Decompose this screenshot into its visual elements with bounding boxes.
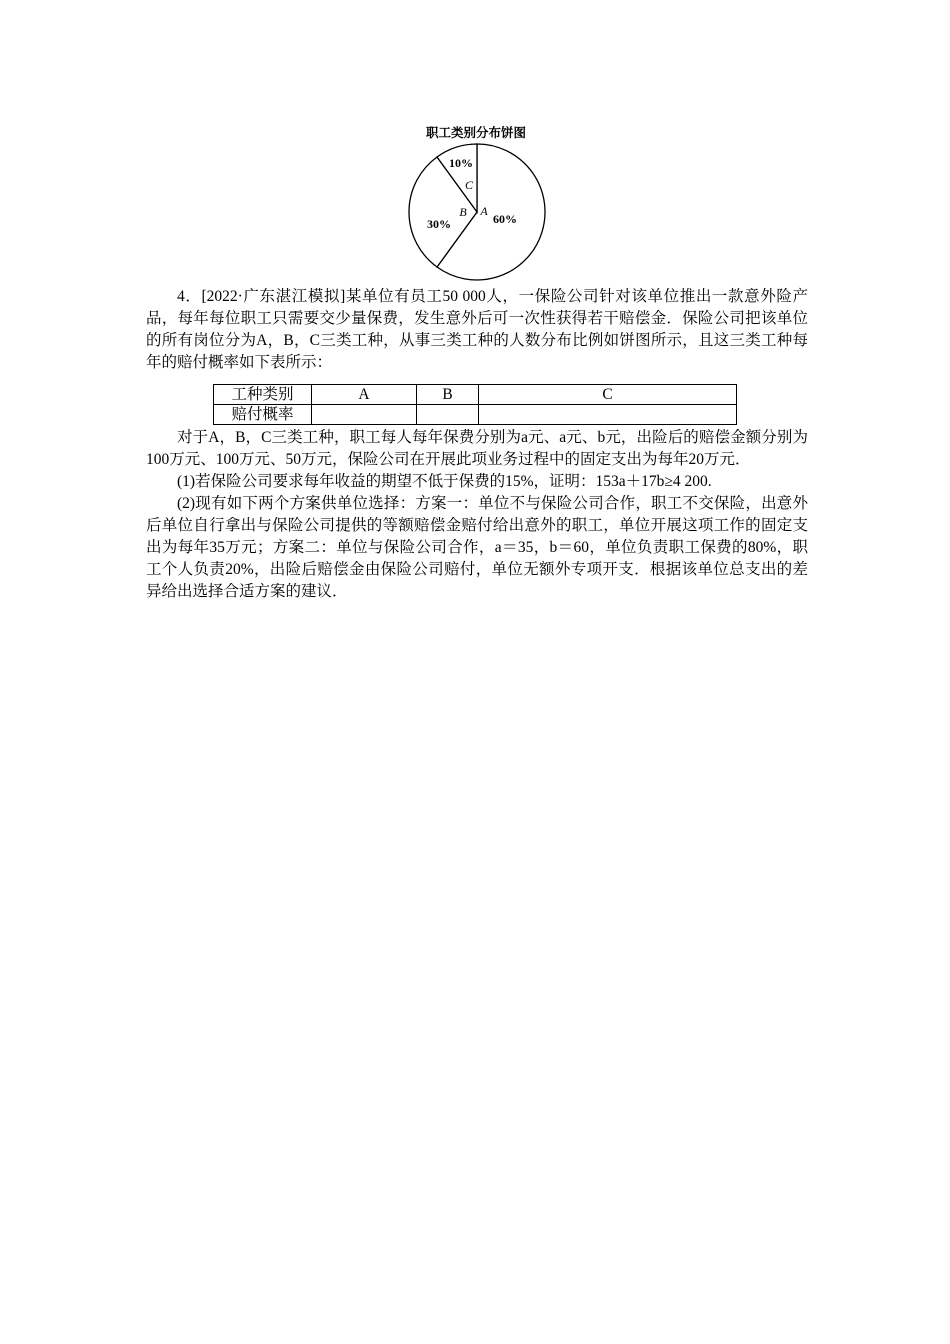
table-header-row: [214, 385, 737, 405]
question-1: (1)若保险公司要求每年收益的期望不低于保费的15%，证明：153a＋17b≥4 200.: [177, 473, 712, 490]
table-cell: [417, 405, 479, 425]
question-2: (2)现有如下两个方案供单位选择：方案一：单位不与保险公司合作，职工不交保险，出意外后单位自行拿出与保险公司提供的等额赔偿金赔付给出意外的职工，单位开展这项工作的固定支出为每年35万元；方案二：单位与保险公司合作，a＝35，b＝60，单位负责职工保费的80%，职工个人负责20%，出险后赔偿金由保险公司赔付，单位无额外专项开支．根据该单位总支出的差异给出选择合适方案的建议．: [146, 495, 808, 600]
pie-chart: [400, 122, 552, 284]
payout-probability-table: [213, 384, 737, 425]
pie-slices: [409, 144, 545, 280]
problem-body: [146, 427, 808, 603]
table-column-b: B: [417, 385, 479, 405]
pie-slice-value-c: 10%: [449, 156, 473, 170]
pie-slice-label-b: B: [459, 205, 467, 219]
table-cell: [312, 405, 417, 425]
pie-slice-value-a: 60%: [493, 212, 517, 226]
table-row-label: 赔付概率: [214, 405, 312, 425]
chart-title: 职工类别分布饼图: [425, 125, 527, 140]
table-column-a: A: [312, 385, 417, 405]
pie-slice-label-c: C: [464, 178, 474, 192]
problem-intro: [146, 286, 808, 374]
table-column-c: C: [479, 385, 737, 405]
pie-slice-label-a: A: [480, 204, 488, 218]
table-header-label: 工种类别: [214, 385, 312, 405]
problem-paragraph: 对于A，B，C三类工种，职工每人每年保费分别为a元、a元、b元，出险后的赔偿金额分别为100万元、100万元、50万元，保险公司在开展此项业务过程中的固定支出为每年20万元．: [146, 429, 808, 468]
pie-slice-value-b: 30%: [427, 217, 451, 231]
table-row: [214, 405, 737, 425]
problem-paragraph: 4．[2022·广东湛江模拟]某单位有员工50 000人，一保险公司针对该单位推出一款意外险产品，每年每位职工只需要交少量保费，发生意外后可一次性获得若干赔偿金．保险公司把该单位的所有岗位分为A，B，C三类工种，从事三类工种的人数分布比例如饼图所示，且这三类工种每年的赔付概率如下表所示：: [146, 288, 808, 371]
table-cell: [479, 405, 737, 425]
